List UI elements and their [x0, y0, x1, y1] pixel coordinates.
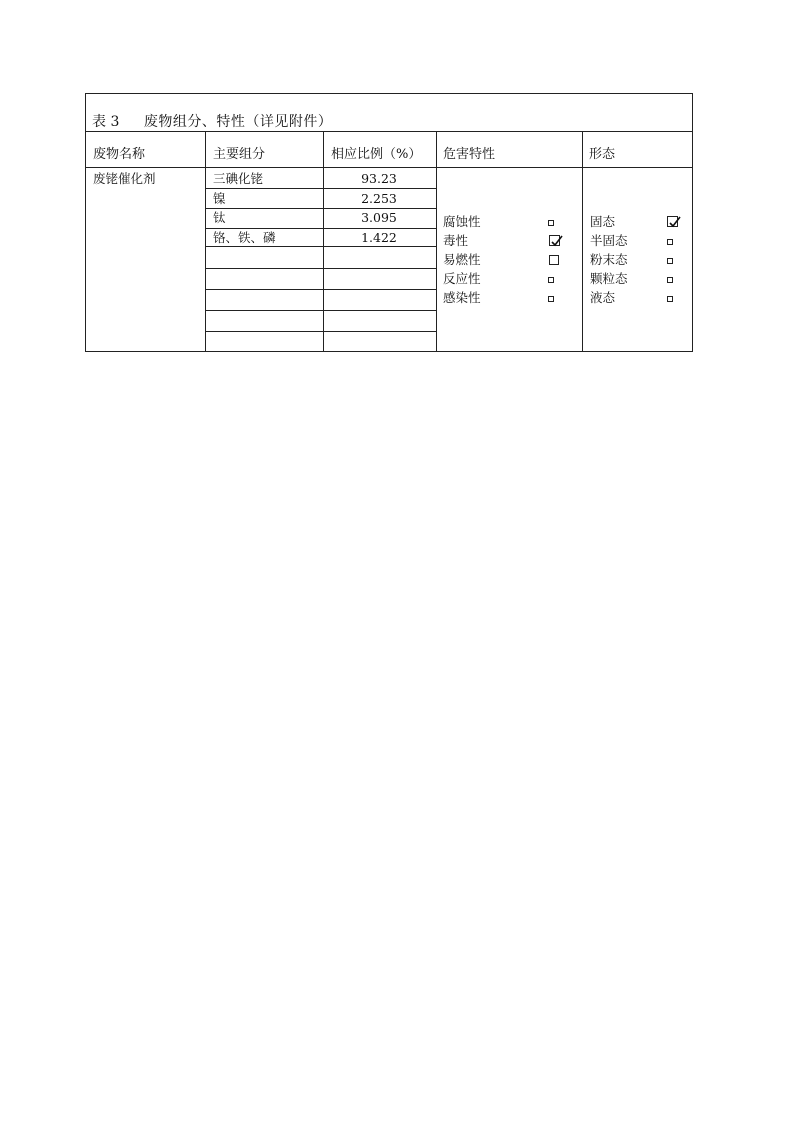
row-divider	[205, 331, 436, 332]
row-divider	[205, 228, 436, 229]
table-number: 3	[110, 114, 120, 130]
form-label: 液态	[590, 290, 616, 305]
component-ratio: 1.422	[361, 230, 397, 245]
header-form: 形态	[589, 147, 616, 162]
hazard-checkbox-checked[interactable]	[549, 235, 560, 246]
form-label: 固态	[590, 214, 616, 229]
header-components: 主要组分	[213, 147, 266, 162]
waste-name: 废铑催化剂	[93, 171, 156, 186]
form-label: 颗粒态	[590, 271, 628, 286]
hazard-label: 易燃性	[443, 252, 481, 267]
col-divider-3	[436, 131, 437, 352]
table-label: 表	[92, 114, 107, 130]
row-divider	[205, 310, 436, 311]
table-title-text: 废物组分、特性（详见附件）	[143, 114, 333, 130]
form-checkbox[interactable]	[667, 296, 673, 302]
hazard-label: 反应性	[443, 271, 481, 286]
row-divider	[205, 208, 436, 209]
component-name: 三碘化铑	[213, 171, 264, 186]
hazard-checkbox[interactable]	[548, 220, 554, 226]
form-checkbox[interactable]	[667, 239, 673, 245]
header-divider	[85, 167, 693, 168]
row-divider	[205, 246, 436, 247]
form-checkbox-checked[interactable]	[667, 216, 678, 227]
component-ratio: 93.23	[361, 171, 397, 186]
checkmark-icon	[667, 215, 681, 229]
component-name: 镍	[213, 191, 226, 206]
form-checkbox[interactable]	[667, 277, 673, 283]
hazard-checkbox[interactable]	[548, 296, 554, 302]
hazard-label: 腐蚀性	[443, 214, 481, 229]
hazard-label: 毒性	[443, 233, 469, 248]
component-ratio: 3.095	[361, 210, 397, 225]
component-name: 钛	[213, 210, 226, 225]
title-divider	[85, 131, 693, 132]
row-divider	[205, 289, 436, 290]
col-divider-4	[582, 131, 583, 352]
component-ratio: 2.253	[361, 191, 397, 206]
col-divider-1	[205, 131, 206, 352]
table-title	[92, 111, 332, 131]
header-hazard: 危害特性	[443, 147, 496, 162]
header-ratio: 相应比例（%）	[331, 147, 422, 162]
hazard-checkbox[interactable]	[548, 277, 554, 283]
component-name: 铬、铁、磷	[213, 230, 276, 245]
form-label: 粉末态	[590, 252, 628, 267]
hazard-checkbox[interactable]	[549, 255, 559, 265]
form-label: 半固态	[590, 233, 628, 248]
checkmark-icon	[549, 234, 563, 248]
row-divider	[205, 268, 436, 269]
hazard-label: 感染性	[443, 290, 481, 305]
form-checkbox[interactable]	[667, 258, 673, 264]
header-waste-name: 废物名称	[93, 147, 146, 162]
row-divider	[205, 188, 436, 189]
